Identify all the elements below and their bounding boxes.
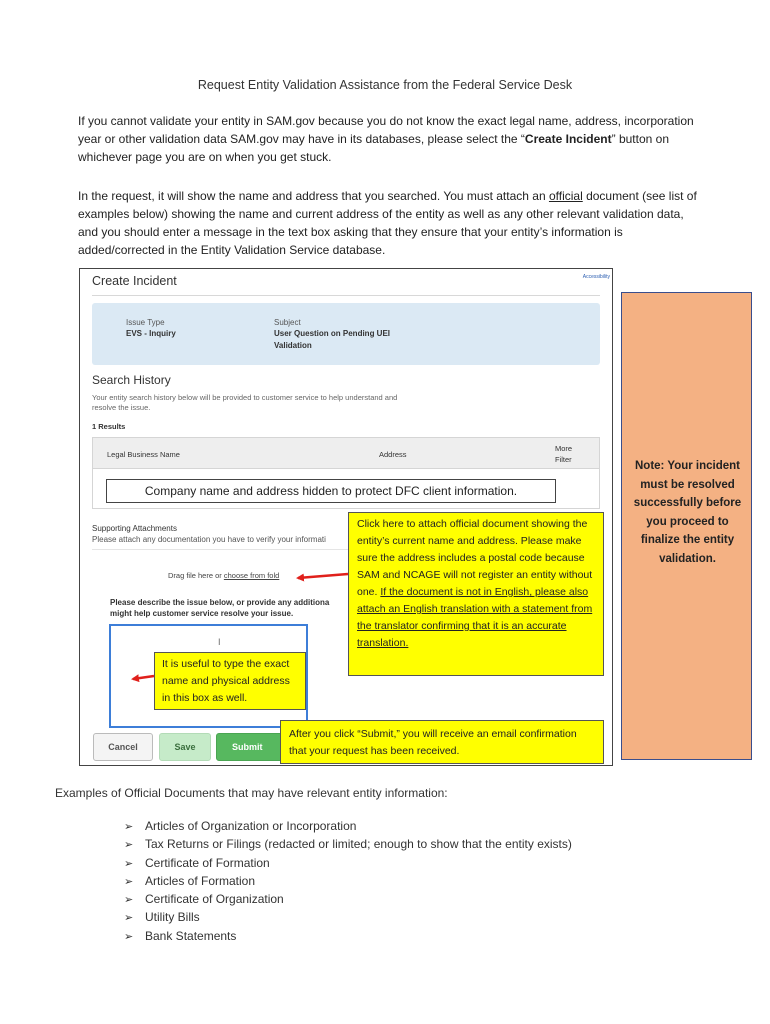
arrow-bullet-icon: ➢ [124, 930, 134, 943]
cancel-button[interactable]: Cancel [93, 733, 153, 761]
attach-document-callout [348, 512, 604, 676]
submit-button[interactable]: Submit [216, 733, 306, 761]
column-address[interactable]: Address [379, 450, 407, 459]
issue-type-label: Issue Type [126, 318, 165, 327]
issue-summary-box [92, 303, 600, 365]
example-item-text: Tax Returns or Filings (redacted or limited; enough to show that the entity exists) [145, 837, 572, 852]
describe-issue-prompt [110, 597, 370, 619]
list-item [124, 873, 572, 891]
subject-label: Subject [274, 318, 301, 327]
column-more-line1[interactable]: More [555, 444, 573, 453]
list-item [124, 909, 572, 927]
subject-value-line1: User Question on Pending UEI [274, 329, 391, 338]
list-item [124, 836, 572, 854]
incident-note-text: Note: Your incident must be resolved successfully before you proceed to finalize the entity validation. [633, 460, 742, 565]
column-legal-business-name[interactable]: Legal Business Name [107, 450, 180, 459]
drop-zone-label: Drag file here or [168, 571, 224, 580]
arrow-bullet-icon: ➢ [124, 821, 134, 833]
subject-value-line2: Validation [274, 341, 312, 350]
describe-prompt-line2: might help customer service resolve your issue. [110, 609, 294, 618]
arrow-bullet-icon: ➢ [124, 894, 134, 907]
supporting-attachments-title: Supporting Attachments [92, 524, 177, 533]
example-item-text: Certificate of Formation [145, 855, 270, 870]
request-text-end: document (see list of examples below) showing the name and current address of the entity as well as any other relevant validation data, and you should enter a message in the text box asking that they ensure that your entity’s information is added/corrected in the Entity Validation Service database. [78, 189, 697, 257]
results-count: 1 Results [92, 422, 126, 431]
example-item-text: Utility Bills [145, 910, 200, 925]
text-cursor-icon: I [218, 637, 221, 647]
request-paragraph [78, 187, 698, 259]
examples-list [124, 818, 572, 946]
arrow-bullet-icon: ➢ [124, 875, 134, 888]
list-item [124, 891, 572, 909]
column-more-line2[interactable]: Filter [555, 455, 572, 464]
hidden-info-notice: Company name and address hidden to protect DFC client information. [106, 479, 556, 503]
example-item-text: Articles of Organization or Incorporation [145, 819, 357, 833]
arrow-bullet-icon: ➢ [124, 857, 134, 870]
list-item [124, 855, 572, 873]
issue-type-value: EVS - Inquiry [126, 329, 176, 338]
example-item-text: Bank Statements [145, 928, 237, 943]
results-table-header [92, 437, 600, 469]
list-item [124, 818, 572, 836]
intro-text-end: ” button on whichever page you are on when you get stuck. [78, 132, 669, 164]
example-item-text: Articles of Formation [145, 873, 256, 888]
title-divider [92, 295, 600, 296]
create-incident-title: Create Incident [92, 274, 177, 288]
type-name-callout: It is useful to type the exact name and physical address in this box as well. [154, 652, 306, 710]
attach-callout-text: Click here to attach official document showing the entity’s current name and address. Please make sure the address includes a postal code because SAM and NCAGE will not register an entity without one. [357, 518, 593, 598]
request-text-start: In the request, it will show the name and address that you searched. You must attach an [78, 189, 549, 203]
example-item-text: Certificate of Organization [145, 892, 284, 907]
intro-paragraph [78, 112, 698, 166]
list-item [124, 928, 572, 946]
official-emphasis: official [548, 189, 583, 203]
describe-prompt-line1: Please describe the issue below, or provide any additiona [110, 598, 330, 607]
arrow-bullet-icon: ➢ [124, 839, 134, 852]
supporting-attachments-description: Please attach any documentation you have to verify your informati [92, 535, 326, 544]
drop-zone-text [168, 571, 279, 580]
search-history-title: Search History [92, 373, 171, 387]
accessibility-link[interactable]: Accessibility [582, 274, 610, 280]
arrow-bullet-icon: ➢ [124, 912, 134, 925]
document-title: Request Entity Validation Assistance from the Federal Service Desk [197, 78, 573, 92]
examples-title: Examples of Official Documents that may have relevant entity information: [55, 786, 448, 800]
intro-text-start: If you cannot validate your entity in SAM.gov because you do not know the exact legal name, address, incorporation year or other validation data SAM.gov may have in its databases, please select the “ [78, 114, 694, 146]
incident-note-box [621, 292, 752, 760]
submit-confirmation-callout: After you click “Submit,” you will receive an email confirmation that your request has been received. [280, 720, 604, 764]
save-button[interactable]: Save [159, 733, 211, 761]
choose-from-folder-link[interactable]: choose from fold [223, 571, 280, 580]
create-incident-emphasis: Create Incident [524, 132, 612, 146]
attach-callout-translation-text: If the document is not in English, please also attach an English translation with a statement from the translator confirming that it is an accurate translation. [357, 586, 593, 649]
search-history-description: Your entity search history below will be provided to customer service to help understand and resolve the issue. [92, 393, 398, 412]
